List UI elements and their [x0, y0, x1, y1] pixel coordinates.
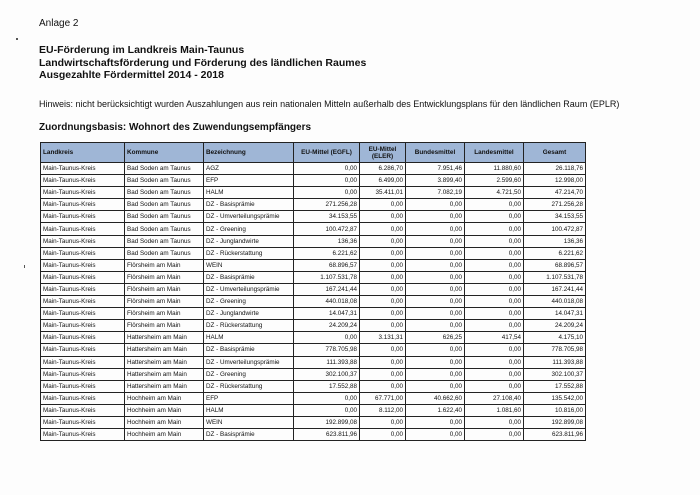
- table-cell: Flörsheim am Main: [125, 308, 204, 320]
- table-cell: 0,00: [406, 223, 465, 235]
- table-cell: 1.622,40: [406, 404, 465, 416]
- table-row: [41, 247, 586, 259]
- table-cell: Main-Taunus-Kreis: [41, 368, 125, 380]
- table-cell: 24.209,24: [294, 320, 360, 332]
- table-cell: DZ - Basisprämie: [204, 199, 294, 211]
- table-cell: 8.112,00: [360, 404, 406, 416]
- table-cell: 0,00: [406, 199, 465, 211]
- table-row: [41, 308, 586, 320]
- table-cell: 14.047,31: [524, 308, 586, 320]
- table-cell: 0,00: [360, 259, 406, 271]
- table-cell: Main-Taunus-Kreis: [41, 247, 125, 259]
- table-cell: Flörsheim am Main: [125, 271, 204, 283]
- table-cell: 7.082,19: [406, 187, 465, 199]
- table-cell: 0,00: [406, 271, 465, 283]
- table-cell: 440.018,08: [294, 296, 360, 308]
- table-body: [41, 163, 586, 441]
- table-cell: 0,00: [465, 380, 524, 392]
- table-cell: Bad Soden am Taunus: [125, 247, 204, 259]
- table-cell: HALM: [204, 404, 294, 416]
- table-cell: 0,00: [465, 368, 524, 380]
- table-cell: 0,00: [360, 368, 406, 380]
- table-cell: Flörsheim am Main: [125, 283, 204, 295]
- table-cell: 6.499,00: [360, 175, 406, 187]
- table-cell: 0,00: [465, 259, 524, 271]
- table-cell: Hattersheim am Main: [125, 368, 204, 380]
- table-row: [41, 429, 586, 441]
- table-cell: 1.107.531,78: [294, 271, 360, 283]
- table-row: [41, 211, 586, 223]
- funding-table: [40, 142, 586, 441]
- table-cell: Bad Soden am Taunus: [125, 223, 204, 235]
- table-cell: Main-Taunus-Kreis: [41, 199, 125, 211]
- table-cell: 0,00: [360, 356, 406, 368]
- table-cell: Main-Taunus-Kreis: [41, 163, 125, 175]
- table-cell: 0,00: [406, 416, 465, 428]
- table-cell: HALM: [204, 332, 294, 344]
- table-cell: 302.100,37: [294, 368, 360, 380]
- table-cell: 0,00: [294, 332, 360, 344]
- table-cell: 136,36: [294, 235, 360, 247]
- table-cell: 0,00: [465, 223, 524, 235]
- table-cell: 0,00: [294, 163, 360, 175]
- table-cell: 0,00: [465, 235, 524, 247]
- table-cell: 0,00: [406, 344, 465, 356]
- table-cell: Hochheim am Main: [125, 416, 204, 428]
- table-row: [41, 320, 586, 332]
- table-cell: 0,00: [360, 211, 406, 223]
- table-row: [41, 235, 586, 247]
- table-cell: Main-Taunus-Kreis: [41, 271, 125, 283]
- attachment-label: Anlage 2: [39, 18, 79, 29]
- table-cell: 3.899,40: [406, 175, 465, 187]
- table-cell: 11.880,60: [465, 163, 524, 175]
- table-cell: 100.472,87: [524, 223, 586, 235]
- table-row: [41, 199, 586, 211]
- table-cell: 0,00: [406, 308, 465, 320]
- table-cell: 2.599,60: [465, 175, 524, 187]
- table-cell: 0,00: [406, 247, 465, 259]
- table-cell: DZ - Rückerstattung: [204, 380, 294, 392]
- table-cell: Bad Soden am Taunus: [125, 175, 204, 187]
- table-cell: 0,00: [465, 247, 524, 259]
- table-cell: Hattersheim am Main: [125, 356, 204, 368]
- table-cell: 111.393,88: [524, 356, 586, 368]
- table-cell: Main-Taunus-Kreis: [41, 223, 125, 235]
- table-cell: 167.241,44: [294, 283, 360, 295]
- table-cell: 6.221,62: [294, 247, 360, 259]
- table-cell: 0,00: [360, 416, 406, 428]
- column-header: Gesamt: [524, 143, 586, 163]
- table-cell: WEIN: [204, 416, 294, 428]
- table-cell: Bad Soden am Taunus: [125, 187, 204, 199]
- column-header: Kommune: [125, 143, 204, 163]
- table-cell: Hochheim am Main: [125, 404, 204, 416]
- table-cell: 4.175,10: [524, 332, 586, 344]
- table-cell: 0,00: [406, 429, 465, 441]
- table-cell: Bad Soden am Taunus: [125, 235, 204, 247]
- table-cell: 0,00: [465, 344, 524, 356]
- table-cell: 0,00: [406, 296, 465, 308]
- table-cell: DZ - Umverteilungsprämie: [204, 211, 294, 223]
- table-cell: 0,00: [406, 283, 465, 295]
- table-cell: EFP: [204, 392, 294, 404]
- table-cell: 34.153,55: [524, 211, 586, 223]
- table-cell: 100.472,87: [294, 223, 360, 235]
- table-cell: Main-Taunus-Kreis: [41, 332, 125, 344]
- table-cell: 0,00: [360, 296, 406, 308]
- table-cell: DZ - Basisprämie: [204, 429, 294, 441]
- column-header: Bezeichnung: [204, 143, 294, 163]
- table-cell: 271.256,28: [524, 199, 586, 211]
- table-cell: 0,00: [406, 356, 465, 368]
- table-row: [41, 271, 586, 283]
- table-row: [41, 416, 586, 428]
- table-row: [41, 356, 586, 368]
- table-cell: 0,00: [406, 380, 465, 392]
- table-cell: 0,00: [465, 199, 524, 211]
- table-cell: 12.998,00: [524, 175, 586, 187]
- table-cell: Flörsheim am Main: [125, 320, 204, 332]
- table-cell: DZ - Umverteilungsprämie: [204, 283, 294, 295]
- table-cell: 0,00: [360, 380, 406, 392]
- table-row: [41, 175, 586, 187]
- table-cell: 68.896,57: [294, 259, 360, 271]
- table-cell: 0,00: [465, 296, 524, 308]
- table-cell: 0,00: [406, 368, 465, 380]
- table-cell: Main-Taunus-Kreis: [41, 283, 125, 295]
- table-cell: 0,00: [465, 416, 524, 428]
- table-cell: 14.047,31: [294, 308, 360, 320]
- table-cell: Hattersheim am Main: [125, 380, 204, 392]
- table-cell: Bad Soden am Taunus: [125, 163, 204, 175]
- table-cell: Main-Taunus-Kreis: [41, 320, 125, 332]
- table-cell: 0,00: [294, 175, 360, 187]
- table-cell: Main-Taunus-Kreis: [41, 404, 125, 416]
- table-cell: 0,00: [406, 259, 465, 271]
- table-cell: Bad Soden am Taunus: [125, 211, 204, 223]
- table-cell: 0,00: [465, 356, 524, 368]
- table-cell: Main-Taunus-Kreis: [41, 296, 125, 308]
- table-row: [41, 380, 586, 392]
- table-row: [41, 296, 586, 308]
- table-cell: 3.131,31: [360, 332, 406, 344]
- table-cell: Main-Taunus-Kreis: [41, 344, 125, 356]
- table-cell: 7.951,46: [406, 163, 465, 175]
- note-text: Hinweis: nicht berücksichtigt wurden Auszahlungen aus rein nationalen Mitteln außerhalb des Entwicklungsplans für den ländlichen Raum (EPLR): [39, 99, 620, 109]
- table-cell: 111.393,88: [294, 356, 360, 368]
- title-line-2: Landwirtschaftsförderung und Förderung des ländlichen Raumes: [39, 56, 367, 69]
- table-cell: Main-Taunus-Kreis: [41, 356, 125, 368]
- scan-mark: [24, 265, 25, 268]
- table-cell: 192.899,08: [524, 416, 586, 428]
- column-header: EU-Mittel (ELER): [360, 143, 406, 163]
- table-cell: 778.705,98: [294, 344, 360, 356]
- title-line-1: EU-Förderung im Landkreis Main-Taunus: [39, 44, 245, 56]
- table-cell: DZ - Umverteilungsprämie: [204, 356, 294, 368]
- table-cell: Main-Taunus-Kreis: [41, 429, 125, 441]
- table-cell: DZ - Greening: [204, 368, 294, 380]
- table-cell: Hochheim am Main: [125, 392, 204, 404]
- table-cell: DZ - Greening: [204, 223, 294, 235]
- table-cell: 167.241,44: [524, 283, 586, 295]
- table-cell: 0,00: [465, 271, 524, 283]
- table-cell: DZ - Junglandwirte: [204, 308, 294, 320]
- table-cell: Main-Taunus-Kreis: [41, 416, 125, 428]
- table-cell: 136,36: [524, 235, 586, 247]
- table-cell: 0,00: [465, 429, 524, 441]
- table-cell: 623.811,96: [524, 429, 586, 441]
- table-row: [41, 187, 586, 199]
- table-cell: Bad Soden am Taunus: [125, 199, 204, 211]
- table-cell: 0,00: [360, 344, 406, 356]
- table-cell: 0,00: [360, 320, 406, 332]
- table-cell: 4.721,50: [465, 187, 524, 199]
- column-header: Landesmittel: [465, 143, 524, 163]
- table-cell: 35.411,01: [360, 187, 406, 199]
- table-cell: WEIN: [204, 259, 294, 271]
- table-row: [41, 392, 586, 404]
- table-header-row: [41, 143, 586, 163]
- allocation-basis-heading: Zuordnungsbasis: Wohnort des Zuwendungsempfängers: [39, 122, 312, 133]
- table-cell: 26.118,76: [524, 163, 586, 175]
- table-cell: 67.771,00: [360, 392, 406, 404]
- table-cell: 778.705,98: [524, 344, 586, 356]
- table-cell: 6.221,62: [524, 247, 586, 259]
- table-cell: 1.081,60: [465, 404, 524, 416]
- table-cell: AGZ: [204, 163, 294, 175]
- table-cell: 27.108,40: [465, 392, 524, 404]
- table-cell: 1.107.531,78: [524, 271, 586, 283]
- table-cell: 0,00: [360, 283, 406, 295]
- table-cell: 440.018,08: [524, 296, 586, 308]
- table-cell: 6.286,70: [360, 163, 406, 175]
- table-cell: Main-Taunus-Kreis: [41, 235, 125, 247]
- table-row: [41, 368, 586, 380]
- column-header: EU-Mittel (EGFL): [294, 143, 360, 163]
- table-row: [41, 163, 586, 175]
- table-cell: 0,00: [360, 199, 406, 211]
- table-cell: DZ - Basisprämie: [204, 344, 294, 356]
- table-cell: 17.552,88: [524, 380, 586, 392]
- table-cell: 34.153,55: [294, 211, 360, 223]
- table-cell: 0,00: [294, 392, 360, 404]
- table-cell: Main-Taunus-Kreis: [41, 259, 125, 271]
- table-cell: 0,00: [294, 187, 360, 199]
- table-cell: 0,00: [360, 247, 406, 259]
- table-cell: EFP: [204, 175, 294, 187]
- table-cell: 417,54: [465, 332, 524, 344]
- table-cell: 17.552,88: [294, 380, 360, 392]
- table-cell: 271.256,28: [294, 199, 360, 211]
- table-row: [41, 332, 586, 344]
- table-cell: Flörsheim am Main: [125, 259, 204, 271]
- table-cell: HALM: [204, 187, 294, 199]
- table-cell: 0,00: [465, 320, 524, 332]
- table-cell: 68.896,57: [524, 259, 586, 271]
- table-cell: 0,00: [406, 211, 465, 223]
- table-row: [41, 223, 586, 235]
- table-cell: 302.100,37: [524, 368, 586, 380]
- table-cell: 0,00: [465, 308, 524, 320]
- column-header: Bundesmittel: [406, 143, 465, 163]
- scan-mark: [16, 38, 18, 40]
- document-title: [39, 44, 366, 82]
- table-cell: 0,00: [360, 235, 406, 247]
- table-cell: Hochheim am Main: [125, 429, 204, 441]
- table-cell: 623.811,96: [294, 429, 360, 441]
- table-cell: 192.899,08: [294, 416, 360, 428]
- table-cell: 0,00: [360, 271, 406, 283]
- table-cell: 0,00: [406, 320, 465, 332]
- table-cell: Main-Taunus-Kreis: [41, 392, 125, 404]
- table-cell: DZ - Greening: [204, 296, 294, 308]
- table-cell: 0,00: [360, 223, 406, 235]
- table-cell: Main-Taunus-Kreis: [41, 380, 125, 392]
- table-cell: DZ - Rückerstattung: [204, 320, 294, 332]
- table-cell: 24.209,24: [524, 320, 586, 332]
- table-row: [41, 404, 586, 416]
- table-cell: DZ - Basisprämie: [204, 271, 294, 283]
- table-row: [41, 259, 586, 271]
- table-row: [41, 344, 586, 356]
- table-row: [41, 283, 586, 295]
- table-cell: 135.542,00: [524, 392, 586, 404]
- title-line-3: Ausgezahlte Fördermittel 2014 - 2018: [39, 69, 224, 81]
- table-cell: 626,25: [406, 332, 465, 344]
- table-cell: 0,00: [294, 404, 360, 416]
- table-cell: Main-Taunus-Kreis: [41, 187, 125, 199]
- table-cell: Main-Taunus-Kreis: [41, 175, 125, 187]
- table-cell: 0,00: [360, 429, 406, 441]
- table-cell: Main-Taunus-Kreis: [41, 211, 125, 223]
- table-cell: Hattersheim am Main: [125, 332, 204, 344]
- table-cell: 0,00: [465, 211, 524, 223]
- table-cell: DZ - Rückerstattung: [204, 247, 294, 259]
- table-cell: 0,00: [406, 235, 465, 247]
- column-header: Landkreis: [41, 143, 125, 163]
- table-cell: DZ - Junglandwirte: [204, 235, 294, 247]
- table-cell: 0,00: [360, 308, 406, 320]
- table-cell: Hattersheim am Main: [125, 344, 204, 356]
- table-cell: Flörsheim am Main: [125, 296, 204, 308]
- table-cell: 40.662,60: [406, 392, 465, 404]
- table-cell: 47.214,70: [524, 187, 586, 199]
- table-cell: Main-Taunus-Kreis: [41, 308, 125, 320]
- table-cell: 10.816,00: [524, 404, 586, 416]
- table-cell: 0,00: [465, 283, 524, 295]
